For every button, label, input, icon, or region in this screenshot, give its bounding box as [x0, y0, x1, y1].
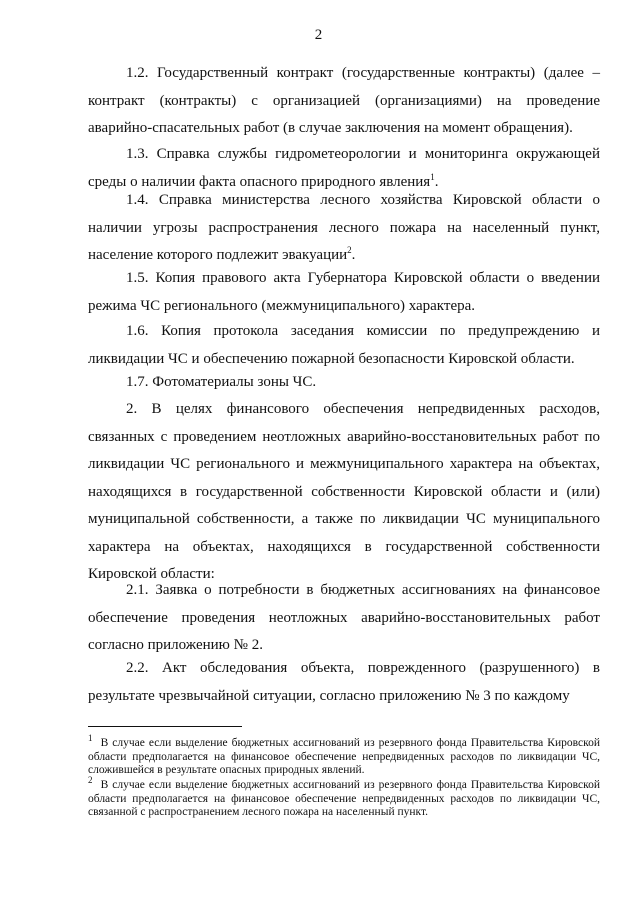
paragraph-2-2 — [88, 655, 600, 710]
paragraph-text: 2.1. Заявка о потребности в бюджетных ассигнованиях на финансовое обеспечение проведения неотложных аварийно-восстановительных работ согласно приложению № 2. — [88, 582, 600, 653]
paragraph-1-7 — [88, 369, 600, 397]
paragraph-2-1 — [88, 577, 600, 660]
footnote-text: В случае если выделение бюджетных ассигнований из резервного фонда Правительства Кировской области предполагается на финансовое обеспечение непредвиденных расходов по ликвидации ЧС, сложившейся в результате опасных природных явлений. — [88, 737, 601, 777]
paragraph-text: 1.5. Копия правового акта Губернатора Кировской области о введении режима ЧС регионального (межмуниципального) характера. — [88, 270, 600, 314]
paragraph-1-5 — [88, 265, 600, 320]
page-number: 2 — [314, 27, 323, 43]
paragraph-text: 1.6. Копия протокола заседания комиссии по предупреждению и ликвидации ЧС и обеспечению пожарной безопасности Кировской области. — [88, 323, 600, 367]
footnote-text: В случае если выделение бюджетных ассигнований из резервного фонда Правительства Кировской области предполагается на финансовое обеспечение непредвиденных расходов по ликвидации ЧС, связанной с распространением лесного пожара на населенный пункт. — [88, 779, 601, 819]
paragraph-1-4: 1.4. Справка министерства лесного хозяйства Кировской области о наличии угрозы распространения лесного пожара на населенный пункт, население которого подлежит эвакуации$^2$. — [88, 192, 600, 263]
footnote-ref-1: 1 — [430, 171, 435, 182]
footnote-number: 2 — [88, 775, 93, 786]
paragraph-text: 2.2. Акт обследования объекта, поврежденного (разрушенного) в результате чрезвычайной ситуации, согласно приложению № 3 по каждому — [88, 660, 600, 704]
paragraph-text: 1.3. Справка службы гидрометеорологии и мониторинга окружающей среды о наличии факта опасного природного явления — [88, 146, 600, 190]
paragraph-text: 1.4. Справка министерства лесного хозяйства Кировской области о наличии угрозы распространения лесного пожара на населенный пункт, население которого подлежит эвакуации — [88, 192, 600, 263]
paragraph-1-6 — [88, 318, 600, 373]
footnote-2 — [88, 775, 601, 820]
footnote-ref-2: 2 — [347, 245, 352, 255]
footnote-1 — [88, 733, 601, 778]
paragraph-1-3: 1.3. Справка службы гидрометеорологии и мониторинга окружающей среды о наличии факта опасного природного явления$^1$. — [88, 146, 600, 190]
paragraph-2 — [88, 396, 600, 589]
paragraph-text: 1.7. Фотоматериалы зоны ЧС. — [126, 374, 317, 390]
footnote-number: 1 — [88, 733, 93, 744]
paragraph-text: 1.2. Государственный контракт (государственные контракты) (далее – контракт (контракты) с организацией (организациями) на проведение аварийно-спасательных работ (в случае заключения на момент обращения). — [88, 65, 600, 136]
paragraph-text: 2. В целях финансового обеспечения непредвиденных расходов, связанных с проведением неотложных аварийно-восстановительных работ по ликвидации ЧС регионального и межмуниципального характера на объектах, находящихся в государственной собственности Кировской области и (или) муниципальной собственности, а также по ликвидации ЧС муниципального характера на объектах, находящихся в государственной собственности Кировской области: — [88, 401, 600, 582]
paragraph-1-2 — [88, 60, 600, 143]
footnote-separator — [88, 726, 242, 727]
